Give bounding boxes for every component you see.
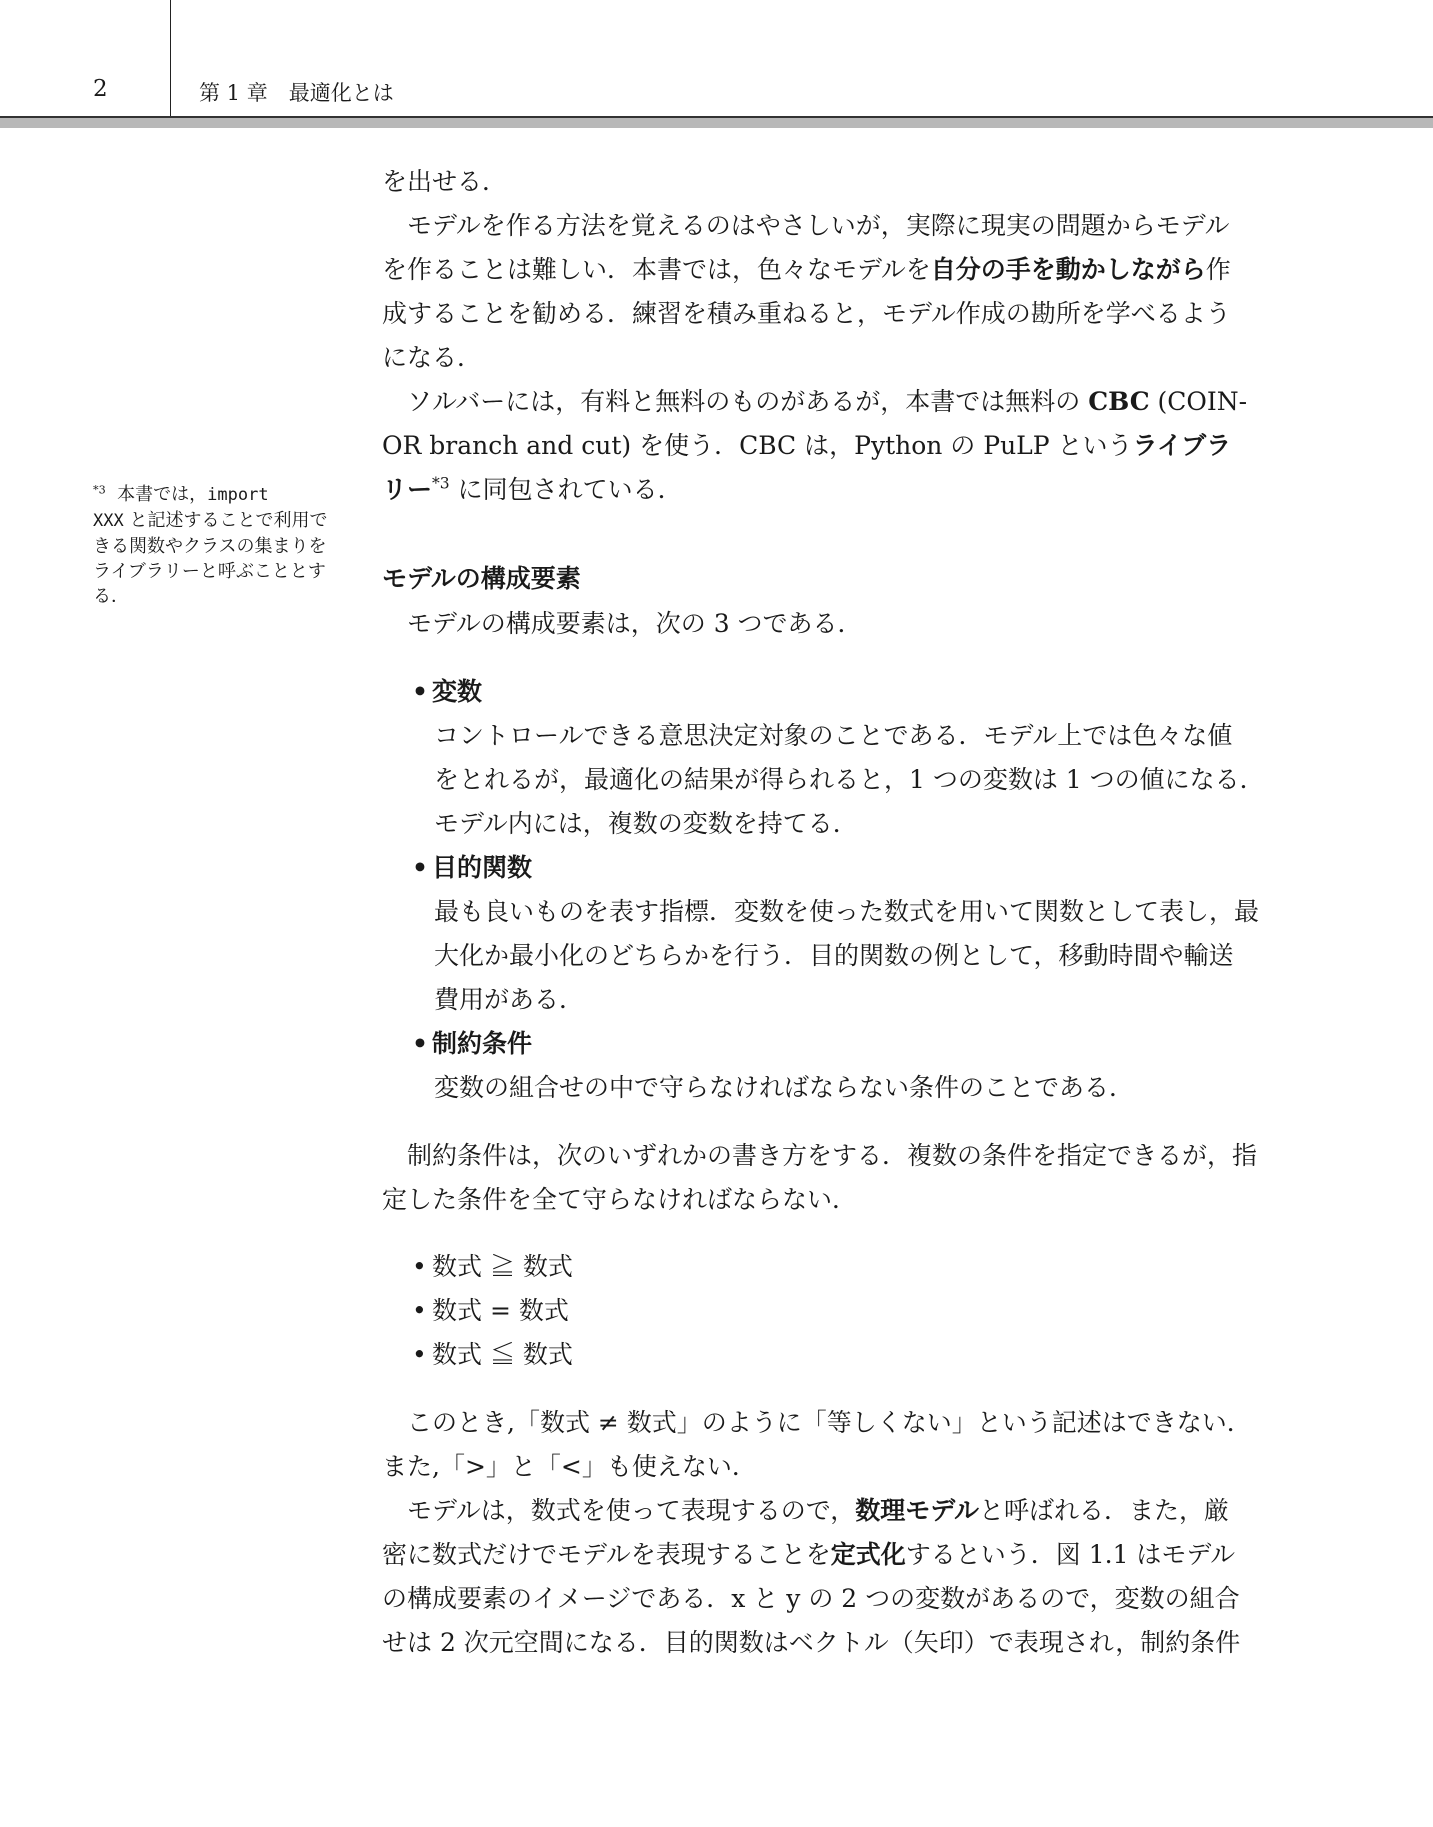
bullet-icon: • [412,1029,428,1058]
paragraph-line: の構成要素のイメージである．x と y の 2 つの変数があるので，変数の組合 [382,1584,1240,1613]
bullet-desc-line: 大化か最小化のどちらかを行う．目的関数の例として，移動時間や輸送 [434,941,1234,970]
paragraph-line: モデルを作る方法を覚えるのはやさしいが，実際に現実の問題からモデル [407,211,1230,240]
sidenote-text-after: と記述することで利用できる関数やクラスの集まりをライブラリーと呼ぶこととする． [93,510,328,607]
header-band [0,118,1433,128]
paragraph-line: を作ることは難しい．本書では，色々なモデルを自分の手を動かしながら作 [382,255,1231,284]
bullet-item-objective: • 目的関数 [412,846,532,890]
page-header [0,0,1433,130]
bullet-icon: • [412,1252,427,1281]
bullet-desc-line: コントロールできる意思決定対象のことである．モデル上では色々な値 [434,721,1233,750]
paragraph-line: 成することを勧める．練習を積み重ねると，モデル作成の勘所を学べるよう [382,299,1231,328]
paragraph-line: 制約条件は，次のいずれかの書き方をする．複数の条件を指定できるが，指 [407,1141,1258,1170]
emphasis-text: 数理モデル [855,1496,980,1525]
bullet-icon: • [412,1340,427,1369]
constraint-form: • 数式 ≧ 数式 [412,1245,573,1289]
paragraph-line: 密に数式だけでモデルを表現することを定式化するという．図 1.1 はモデル [382,1540,1236,1569]
sidenote-text-before: 本書では， [117,484,208,505]
header-divider [170,0,171,117]
footnote-ref: *3 [432,474,450,493]
paragraph-line: ソルバーには，有料と無料のものがあるが，本書では無料の CBC (COIN- [407,387,1248,416]
paragraph-line: モデルの構成要素は，次の 3 つである． [407,609,863,638]
bullet-icon: • [412,853,428,882]
bullet-desc-line: をとれるが，最適化の結果が得られると，1 つの変数は 1 つの値になる． [434,765,1265,794]
bullet-desc-line: 費用がある． [434,985,585,1014]
constraint-form: • 数式 = 数式 [412,1289,569,1333]
bullet-desc-line: 最も良いものを表す指標．変数を使った数式を用いて関数として表し，最 [434,897,1260,926]
paragraph-line: モデルは，数式を使って表現するので，数理モデルと呼ばれる．また，厳 [407,1496,1230,1525]
sidenote-code-xxx: XXX [93,511,124,531]
running-head: 第 1 章 最適化とは [199,81,394,105]
emphasis-text: 定式化 [830,1540,906,1569]
cbc-bold: CBC [1088,387,1150,416]
sidenote-mark: *3 [93,483,106,497]
paragraph-line: また,「>」と「<」も使えない． [382,1452,757,1481]
bullet-icon: • [412,677,428,706]
emphasis-text: 自分の手を動かしながら [930,255,1206,284]
sidenote [93,482,333,609]
paragraph-line: になる． [382,343,483,372]
paragraph-line: を出せる． [382,167,508,196]
bullet-desc-line: 変数の組合せの中で守らなければならない条件のことである． [434,1073,1135,1102]
paragraph-line: OR branch and cut) を使う．CBC は，Python の PuLP というライブラ [382,431,1232,460]
bullet-item-variables: • 変数 [412,670,482,714]
paragraph-line: 定した条件を全て守らなければならない． [382,1185,858,1214]
paragraph-line: リー$^{*3}$ に同包されている． [382,474,683,504]
paragraph-line: このとき,「数式 ≠ 数式」のように「等しくない」という記述はできない． [407,1408,1252,1437]
bullet-desc-line: モデル内には，複数の変数を持てる． [434,809,858,838]
bullet-icon: • [412,1296,427,1325]
bullet-item-constraints: • 制約条件 [412,1022,532,1066]
constraint-form: • 数式 ≦ 数式 [412,1333,573,1377]
paragraph-line: せは 2 次元空間になる．目的関数はベクトル（矢印）で表現され，制約条件 [382,1628,1241,1657]
section-title: モデルの構成要素 [382,564,581,593]
page-number: 2 [93,76,108,102]
emphasis-text: ライブラ [1132,431,1232,460]
emphasis-text: リー [382,475,433,504]
sidenote-code-import: import [207,485,269,505]
